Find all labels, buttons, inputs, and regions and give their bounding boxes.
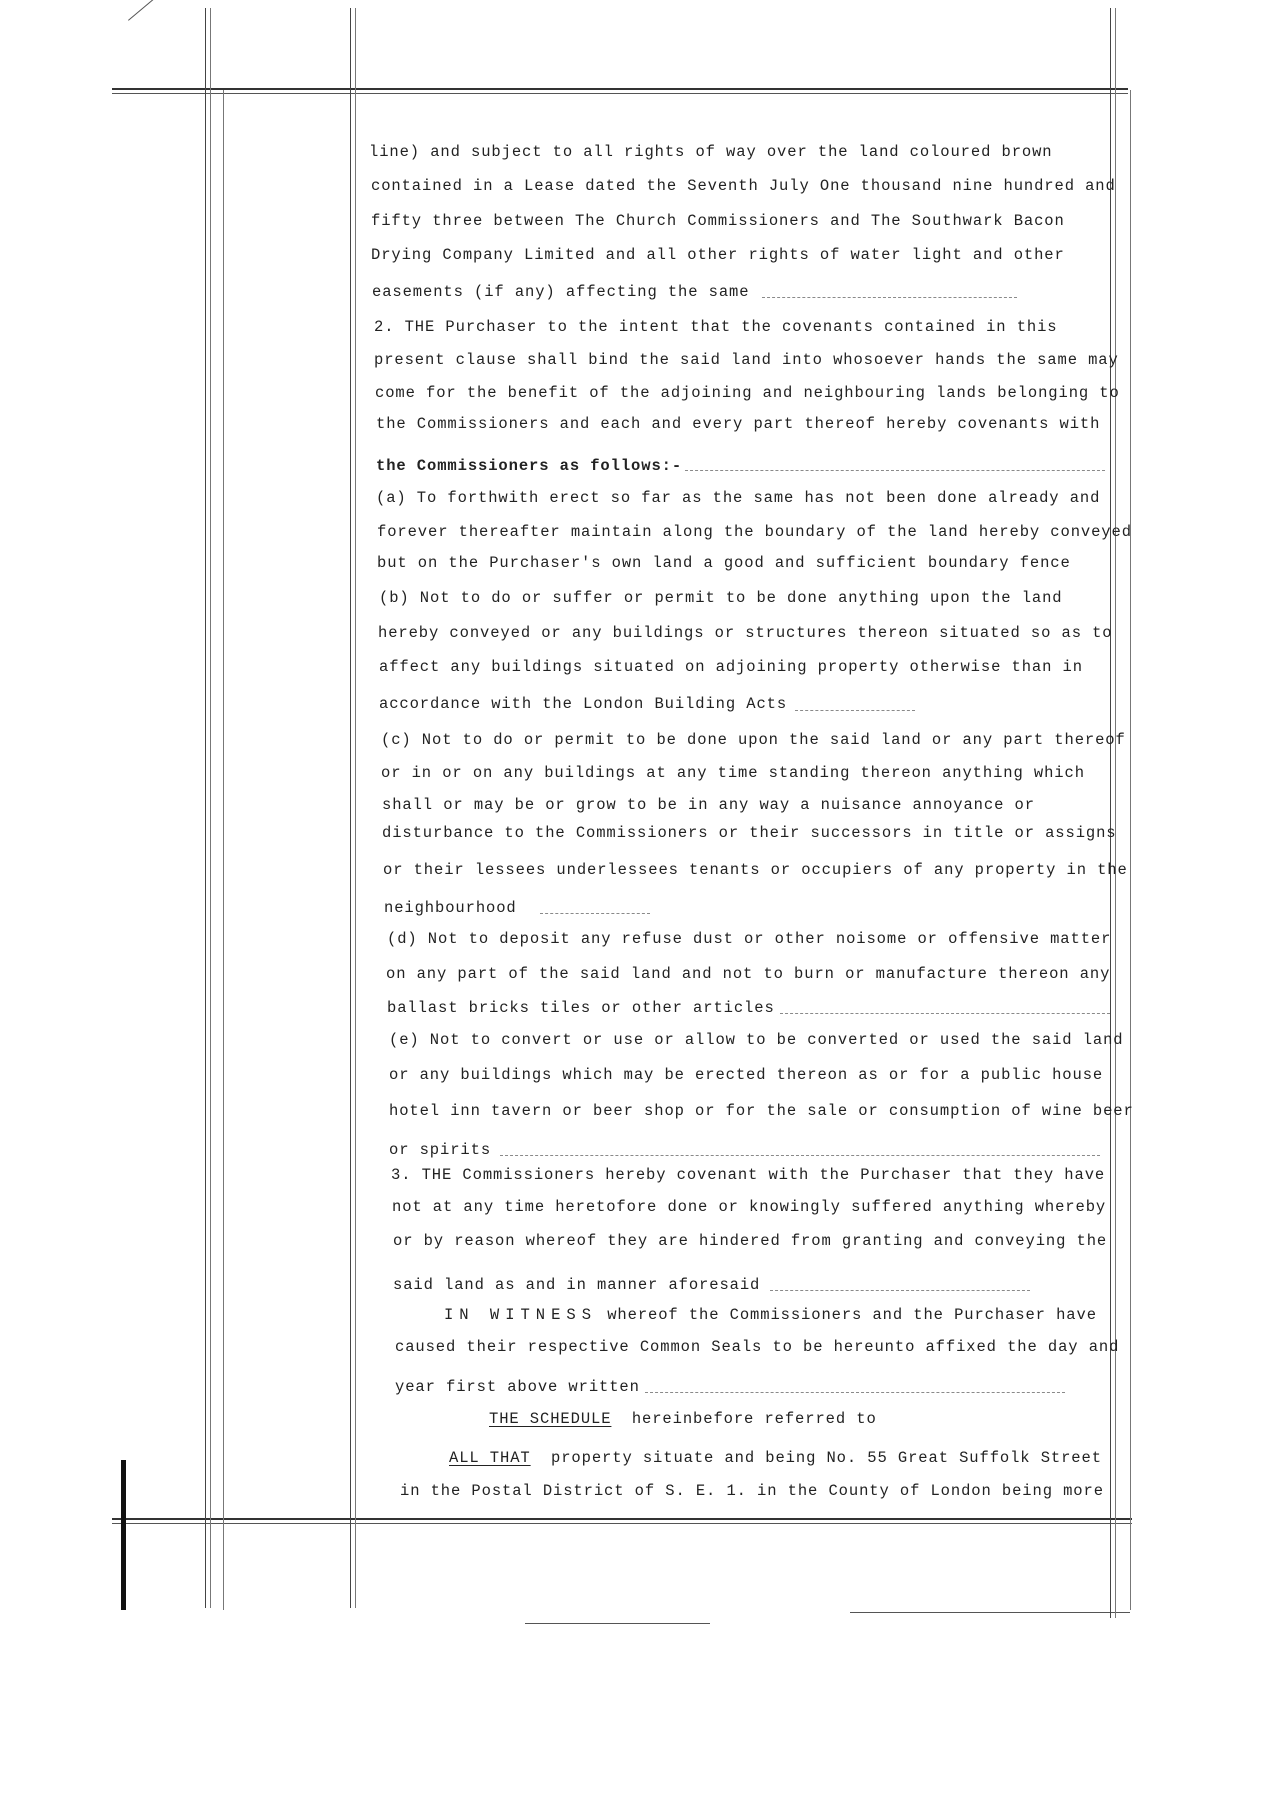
clause-heading: 3. THE Commissioners hereby covenant with the Purchaser that they have: [391, 1166, 1106, 1184]
text-line: or spirits: [389, 1141, 492, 1159]
witness-line-1: [444, 1308, 1097, 1324]
corner-stroke: [128, 0, 182, 21]
text-line: affect any buildings situated on adjoining property otherwise than in: [379, 658, 1083, 676]
schedule-text: property situate and being No. 55 Great Suffolk Street: [551, 1449, 1102, 1467]
text-margin-rule: [350, 8, 351, 1608]
right-edge-rule: [1130, 90, 1131, 1610]
text-line: the Commissioners and each and every part thereof hereby covenants with: [376, 415, 1101, 433]
schedule-heading-rest: hereinbefore referred to: [631, 1410, 877, 1428]
fill-dashes: [795, 710, 915, 711]
fill-dashes: [770, 1290, 1030, 1291]
footer-rule-left: [525, 1623, 710, 1624]
text-line: not at any time heretofore done or knowingly suffered anything whereby: [392, 1198, 1107, 1216]
text-line: or in or on any buildings at any time standing thereon anything which: [381, 764, 1085, 782]
fill-dashes: [685, 470, 1105, 471]
text-line: shall or may be or grow to be in any way a nuisance annoyance or: [382, 796, 1035, 814]
left-margin-rule-2: [210, 8, 211, 1608]
bottom-margin-rule-2: [112, 1523, 1132, 1524]
text-line: said land as and in manner aforesaid: [393, 1276, 761, 1294]
binding-edge-bar: [121, 1460, 126, 1610]
witness-heading: IN WITNESS: [444, 1306, 598, 1324]
text-line: hereby conveyed or any buildings or structures thereon situated so as to: [378, 624, 1113, 642]
schedule-line-2: in the Postal District of S. E. 1. in the County of London being more: [400, 1482, 1104, 1500]
sub-clause-c: (c) Not to do or permit to be done upon the said land or any part thereof: [381, 731, 1126, 749]
text-line: hotel inn tavern or beer shop or for the sale or consumption of wine beer: [389, 1102, 1134, 1120]
witness-line-2: caused their respective Common Seals to be hereunto affixed the day and: [395, 1338, 1120, 1356]
all-that: ALL THAT: [449, 1449, 531, 1467]
fill-dashes: [645, 1392, 1065, 1393]
left-margin-rule: [205, 8, 206, 1608]
clause-heading: 2. THE Purchaser to the intent that the covenants contained in this: [374, 318, 1058, 336]
top-margin-rule-2: [112, 93, 1128, 94]
text-line: Drying Company Limited and all other rights of water light and other: [371, 246, 1065, 264]
schedule-heading-line: [489, 1412, 877, 1428]
witness-line-3: year first above written: [395, 1378, 640, 1396]
text-line: contained in a Lease dated the Seventh July One thousand nine hundred and: [371, 177, 1116, 195]
inner-margin-rule: [223, 90, 224, 1610]
text-line: neighbourhood: [384, 899, 517, 917]
right-margin-rule: [1110, 8, 1111, 1618]
witness-text: whereof the Commissioners and the Purchaser have: [607, 1306, 1097, 1324]
text-line: ballast bricks tiles or other articles: [387, 999, 775, 1017]
bottom-margin-rule: [112, 1518, 1132, 1520]
text-margin-rule-2: [355, 8, 356, 1608]
right-margin-rule-2: [1115, 8, 1116, 1618]
text-line: fifty three between The Church Commissioners and The Southwark Bacon: [371, 212, 1065, 230]
text-line: or by reason whereof they are hindered from granting and conveying the: [393, 1232, 1108, 1250]
text-line: come for the benefit of the adjoining and neighbouring lands belonging to: [375, 384, 1120, 402]
text-line: forever thereafter maintain along the boundary of the land hereby conveyed: [377, 523, 1132, 541]
top-margin-rule: [112, 88, 1128, 90]
text-line: or their lessees underlessees tenants or occupiers of any property in the: [383, 861, 1128, 879]
text-line: but on the Purchaser's own land a good and sufficient boundary fence: [377, 554, 1071, 572]
text-line: or any buildings which may be erected thereon as or for a public house: [389, 1066, 1104, 1084]
fill-dashes: [762, 297, 1017, 298]
sub-clause-e: (e) Not to convert or use or allow to be converted or used the said land: [389, 1031, 1124, 1049]
sub-clause-d: (d) Not to deposit any refuse dust or other noisome or offensive matter: [387, 930, 1112, 948]
text-line: the Commissioners as follows:-: [376, 457, 683, 475]
sub-clause-a: (a) To forthwith erect so far as the same has not been done already and: [376, 489, 1101, 507]
text-line: on any part of the said land and not to burn or manufacture thereon any: [386, 965, 1111, 983]
fill-dashes: [500, 1155, 1100, 1156]
footer-rule-right: [850, 1612, 1130, 1613]
fill-dashes: [780, 1013, 1110, 1014]
text-line: present clause shall bind the said land into whosoever hands the same may: [374, 351, 1119, 369]
schedule-line-1: [449, 1451, 1102, 1467]
schedule-heading: THE SCHEDULE: [489, 1410, 612, 1428]
text-line: accordance with the London Building Acts: [379, 695, 788, 713]
sub-clause-b: (b) Not to do or suffer or permit to be done anything upon the land: [379, 589, 1063, 607]
text-line: disturbance to the Commissioners or their successors in title or assigns: [382, 824, 1117, 842]
text-line: line) and subject to all rights of way over the land coloured brown: [369, 143, 1053, 161]
text-line: easements (if any) affecting the same: [372, 283, 750, 301]
fill-dashes: [540, 913, 650, 914]
